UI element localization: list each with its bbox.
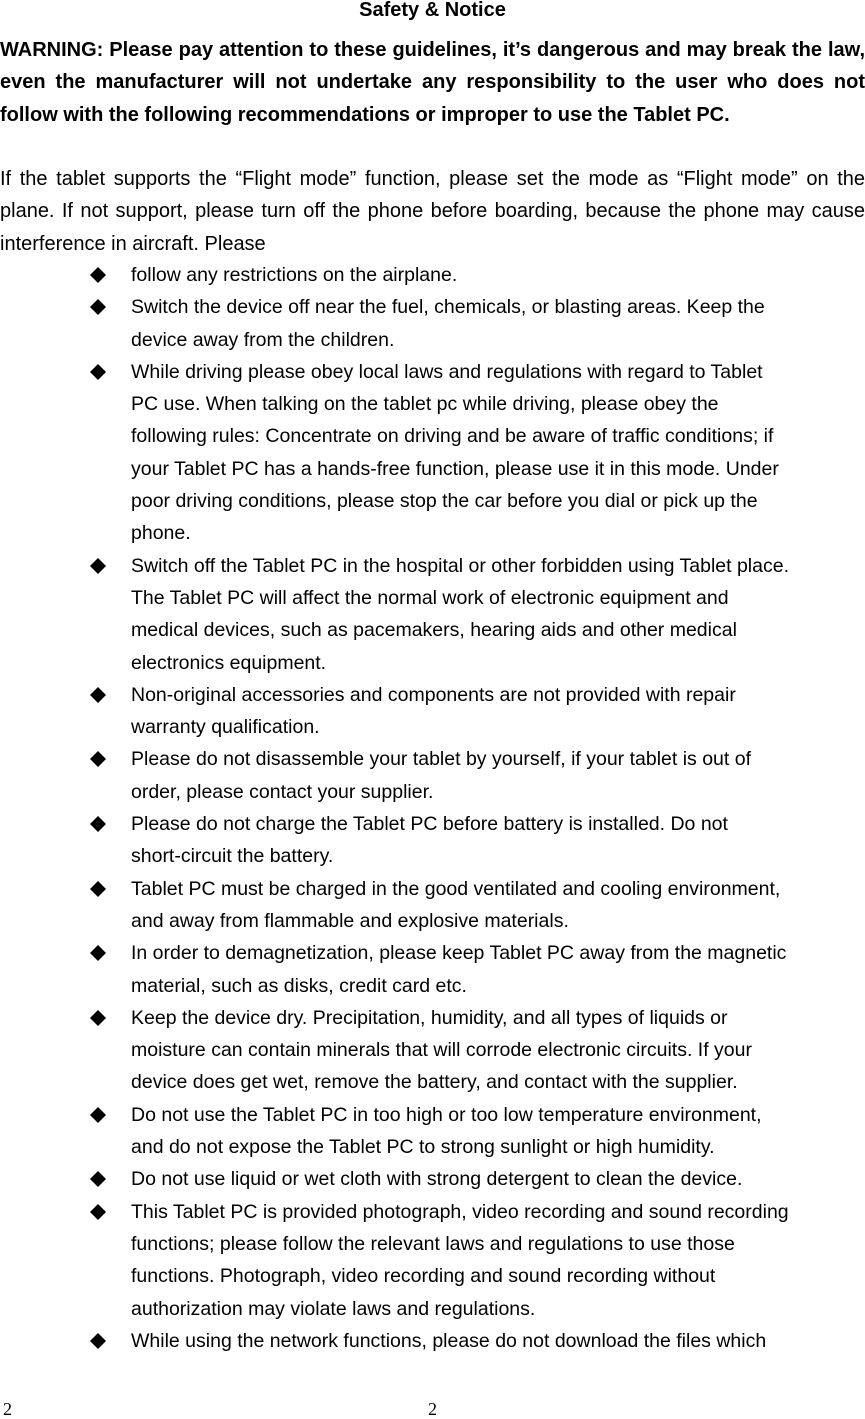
bullet-line: device does get wet, remove the battery, and contact with the supplier.	[131, 1071, 738, 1094]
bullet-line: Please do not charge the Tablet PC before battery is installed. Do not	[131, 813, 728, 836]
warning-paragraph: WARNING: Please pay attention to these guidelines, it’s dangerous and may break the law, even the manufacturer will not undertake any responsibility to the user who does not follow with the following recommendations or improper to use the Tablet PC.	[0, 39, 865, 126]
bullet-line: follow any restrictions on the airplane.	[131, 264, 458, 286]
diamond-bullet-icon	[90, 364, 106, 380]
list-item	[0, 808, 865, 873]
diamond-bullet-icon	[90, 558, 106, 574]
page-number-center: 2	[428, 1399, 437, 1419]
list-item	[0, 743, 865, 808]
bullet-line: Do not use liquid or wet cloth with strong detergent to clean the device.	[131, 1168, 743, 1191]
bullet-line: warranty qualification.	[131, 716, 320, 739]
bullet-line: and away from flammable and explosive materials.	[131, 909, 569, 932]
list-item	[0, 291, 865, 356]
bullet-line: Do not use the Tablet PC in too high or too low temperature environment,	[131, 1103, 762, 1126]
diamond-bullet-icon	[90, 881, 106, 897]
bullet-line: order, please contact your supplier.	[131, 780, 434, 803]
safety-bullet-list	[0, 259, 865, 1357]
bullet-line: Switch the device off near the fuel, chemicals, or blasting areas. Keep the	[131, 296, 765, 319]
bullet-line: and do not expose the Tablet PC to strong sunlight or high humidity.	[131, 1136, 715, 1159]
diamond-bullet-icon	[90, 816, 106, 832]
bullet-line: This Tablet PC is provided photograph, video recording and sound recording	[131, 1200, 789, 1223]
bullet-line: functions; please follow the relevant laws and regulations to use those	[131, 1232, 735, 1255]
diamond-bullet-icon	[90, 1010, 106, 1026]
diamond-bullet-icon	[90, 267, 106, 283]
bullet-line: medical devices, such as pacemakers, hearing aids and other medical	[131, 619, 737, 642]
bullet-line: In order to demagnetization, please keep Tablet PC away from the magnetic	[131, 942, 787, 965]
bullet-line: The Tablet PC will affect the normal work of electronic equipment and	[131, 586, 729, 609]
list-item	[0, 1002, 865, 1099]
bullet-line: short-circuit the battery.	[131, 845, 334, 868]
bullet-line: electronics equipment.	[131, 651, 327, 674]
bullet-line: functions. Photograph, video recording and sound recording without	[131, 1265, 716, 1288]
diamond-bullet-icon	[90, 945, 106, 961]
bullet-line: While driving please obey local laws and regulations with regard to Tablet	[131, 360, 763, 383]
diamond-bullet-icon	[90, 751, 106, 767]
intro-paragraph: If the tablet supports the “Flight mode” function, please set the mode as “Flight mode” on the plane. If not support, please turn off the phone before boarding, because the phone may cause interference in aircraft. Please	[0, 168, 865, 255]
bullet-line: Keep the device dry. Precipitation, humidity, and all types of liquids or	[131, 1006, 728, 1029]
bullet-line: Non-original accessories and components are not provided with repair	[131, 683, 736, 706]
bullet-line: Switch off the Tablet PC in the hospital or other forbidden using Tablet place.	[131, 554, 790, 577]
bullet-line: authorization may violate laws and regulations.	[131, 1297, 536, 1320]
bullet-line: your Tablet PC has a hands-free function, please use it in this mode. Under	[131, 457, 779, 480]
list-item	[0, 259, 865, 291]
bullet-line: PC use. When talking on the tablet pc while driving, please obey the	[131, 393, 719, 416]
list-item	[0, 1196, 865, 1325]
list-item	[0, 1163, 865, 1195]
page-number-left: 2	[3, 1399, 12, 1419]
bullet-line: poor driving conditions, please stop the car before you dial or pick up the	[131, 490, 758, 513]
diamond-bullet-icon	[90, 299, 106, 315]
list-item	[0, 937, 865, 1002]
list-item	[0, 1099, 865, 1164]
bullet-line: moisture can contain minerals that will corrode electronic circuits. If your	[131, 1039, 752, 1062]
bullet-line: following rules: Concentrate on driving and be aware of traffic conditions; if	[131, 425, 774, 448]
diamond-bullet-icon	[90, 1333, 106, 1349]
diamond-bullet-icon	[90, 1107, 106, 1123]
bullet-line: phone.	[131, 522, 191, 545]
bullet-line: While using the network functions, please do not download the files which	[131, 1329, 767, 1352]
page-title: Safety & Notice	[359, 0, 506, 21]
bullet-line: Please do not disassemble your tablet by yourself, if your tablet is out of	[131, 748, 752, 771]
list-item	[0, 356, 865, 550]
list-item	[0, 679, 865, 744]
diamond-bullet-icon	[90, 1171, 106, 1187]
list-item	[0, 550, 865, 679]
list-item	[0, 873, 865, 938]
diamond-bullet-icon	[90, 687, 106, 703]
bullet-line: Tablet PC must be charged in the good ventilated and cooling environment,	[131, 877, 781, 900]
diamond-bullet-icon	[90, 1204, 106, 1220]
bullet-line: device away from the children.	[131, 328, 395, 351]
bullet-line: material, such as disks, credit card etc.	[131, 974, 467, 997]
list-item	[0, 1325, 865, 1357]
